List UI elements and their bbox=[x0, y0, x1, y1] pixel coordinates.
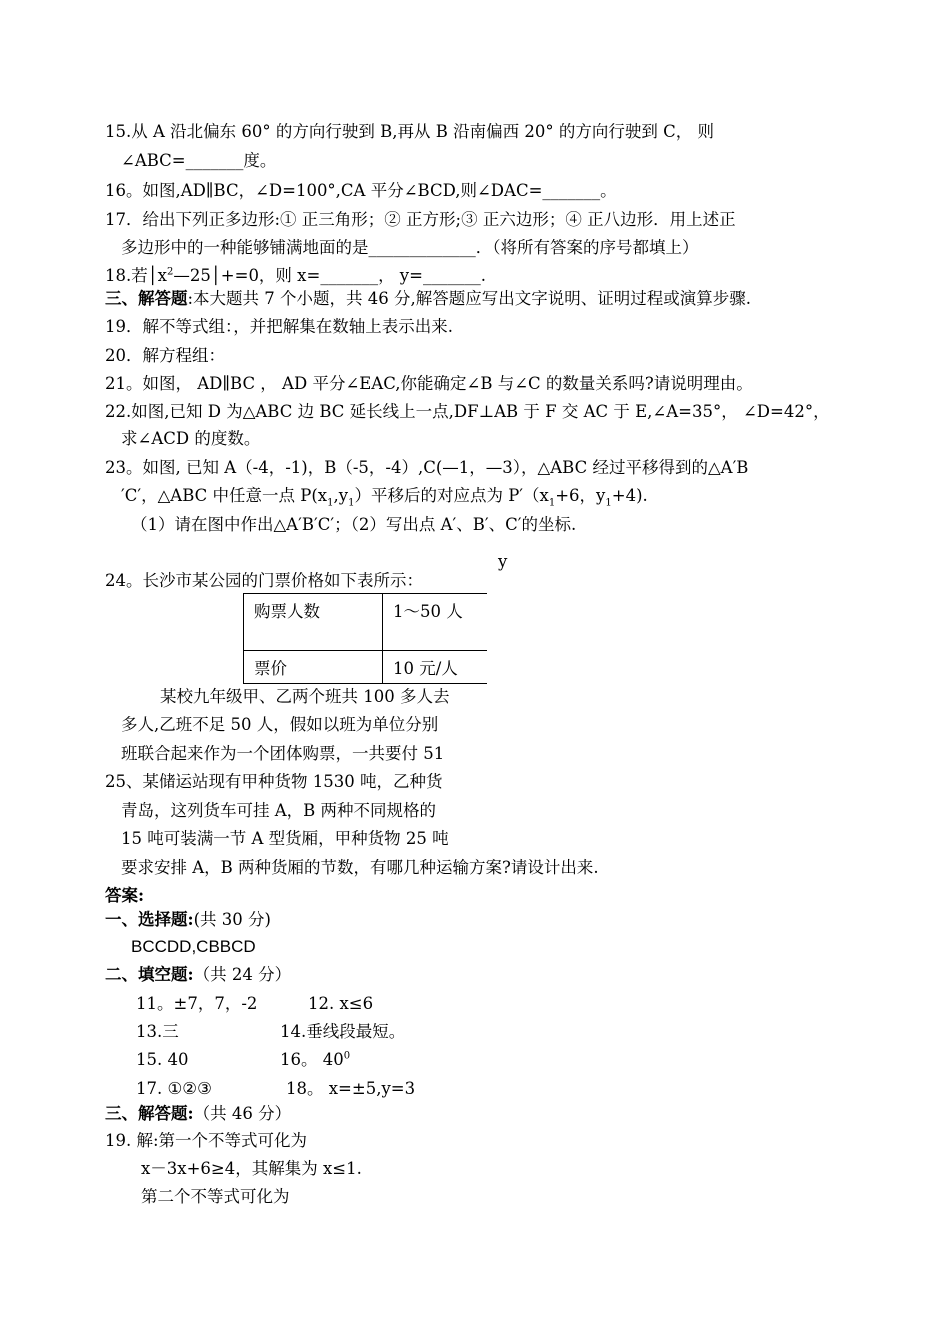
q22-line2: 求∠ACD 的度数。 bbox=[121, 429, 261, 448]
answer-13: 13.三 bbox=[136, 1022, 179, 1041]
answer-14: 14.垂线段最短。 bbox=[280, 1022, 406, 1041]
table-cell: 购票人数 bbox=[244, 594, 383, 651]
answer-19-line2: x－3x+6≥4，其解集为 x≤1. bbox=[141, 1159, 362, 1178]
q25-line3: 15 吨可装满一节 A 型货厢，甲种货物 25 吨 bbox=[121, 829, 449, 848]
table-cell: 票价 bbox=[244, 651, 383, 684]
answers-section3: 三、解答题:（共 46 分） bbox=[105, 1104, 292, 1123]
q25-line4: 要求安排 A，B 两种货厢的节数，有哪几种运输方案?请设计出来. bbox=[121, 858, 599, 877]
answer-18: 18。 x=±5,y=3 bbox=[286, 1079, 416, 1098]
q20: 20．解方程组： bbox=[105, 346, 225, 365]
answers-section1: 一、选择题:(共 30 分) bbox=[105, 910, 271, 929]
q24-para1: 某校九年级甲、乙两个班共 100 多人去 bbox=[160, 687, 450, 706]
answers-section2: 二、填空题:（共 24 分） bbox=[105, 965, 292, 984]
ticket-price-table bbox=[243, 593, 492, 684]
q15-line2: ∠ABC=_______度。 bbox=[121, 151, 277, 170]
answer-15: 15. 40 bbox=[136, 1050, 189, 1069]
q17-line2: 多边形中的一种能够铺满地面的是_____________．（将所有答案的序号都填上） bbox=[121, 238, 699, 257]
table-cell: 1～50 人 bbox=[383, 594, 492, 651]
table-cell: 10 元/人 bbox=[383, 651, 492, 684]
q23-line2: ′C′，△ABC 中任意一点 $P(x_1,y_1)$平移后的对应点为 $P'(x_1+6$，$y_1+4$). bbox=[121, 486, 648, 509]
y-axis-label: y bbox=[498, 552, 508, 571]
q24-para3: 班联合起来作为一个团体购票，一共要付 51 bbox=[121, 744, 445, 763]
q24-para2: 多人,乙班不足 50 人，假如以班为单位分别 bbox=[121, 715, 439, 734]
q23-line3: （1）请在图中作出△A′B′C′；（2）写出点 A′、B′、C′的坐标. bbox=[131, 515, 577, 534]
answer-11: 11。±7，7，-2 bbox=[136, 994, 258, 1013]
section3-heading: 三、解答题:本大题共 7 个小题，共 46 分,解答题应写出文字说明、证明过程或演算步骤. bbox=[105, 289, 752, 308]
q25-line1: 25、某储运站现有甲种货物 1530 吨，乙种货 bbox=[105, 772, 443, 791]
answer-19-line3: 第二个不等式可化为 bbox=[141, 1187, 290, 1206]
answer-16: 16。 $40^0$ bbox=[280, 1050, 351, 1069]
blank-figure-area bbox=[487, 560, 707, 870]
answer-19-line1: 19. 解:第一个不等式可化为 bbox=[105, 1131, 308, 1150]
q21: 21。如图， AD∥BC ， AD 平分∠EAC,你能确定∠B 与∠C 的数量关系吗?请说明理由。 bbox=[105, 374, 753, 393]
q15-line1: 15.从 A 沿北偏东 60° 的方向行驶到 B,再从 B 沿南偏西 20° 的方向行驶到 C， 则 bbox=[105, 122, 714, 141]
q16: 16。如图,AD∥BC，∠D=100°,CA 平分∠BCD,则∠DAC=_______。 bbox=[105, 181, 617, 200]
answers-title: 答案: bbox=[105, 886, 145, 905]
q22-line1: 22.如图,已知 D 为△ABC 边 BC 延长线上一点,DF⊥AB 于 F 交 AC 于 E,∠A=35°， ∠D=42°， bbox=[105, 402, 830, 421]
q18: 18.若$│x^2—25│+=0$，则 x=_______， y=_______. bbox=[105, 266, 486, 285]
q19: 19．解不等式组：，并把解集在数轴上表示出来. bbox=[105, 317, 453, 336]
q24-intro: 24。长沙市某公园的门票价格如下表所示： bbox=[105, 571, 423, 590]
q23-line1: 23。如图, 已知 A（-4，-1)，B（-5，-4）,C(—1，—3），△ABC 经过平移得到的△A′B bbox=[105, 458, 749, 477]
q25-line2: 青岛，这列货车可挂 A，B 两种不同规格的 bbox=[121, 801, 437, 820]
answers-section1-values: BCCDD,CBBCD bbox=[131, 937, 256, 956]
answer-12: 12. x≤6 bbox=[308, 994, 374, 1013]
q17-line1: 17．给出下列正多边形:① 正三角形；② 正方形;③ 正六边形；④ 正八边形．用上述正 bbox=[105, 210, 736, 229]
answer-17: 17. ①②③ bbox=[136, 1079, 212, 1098]
